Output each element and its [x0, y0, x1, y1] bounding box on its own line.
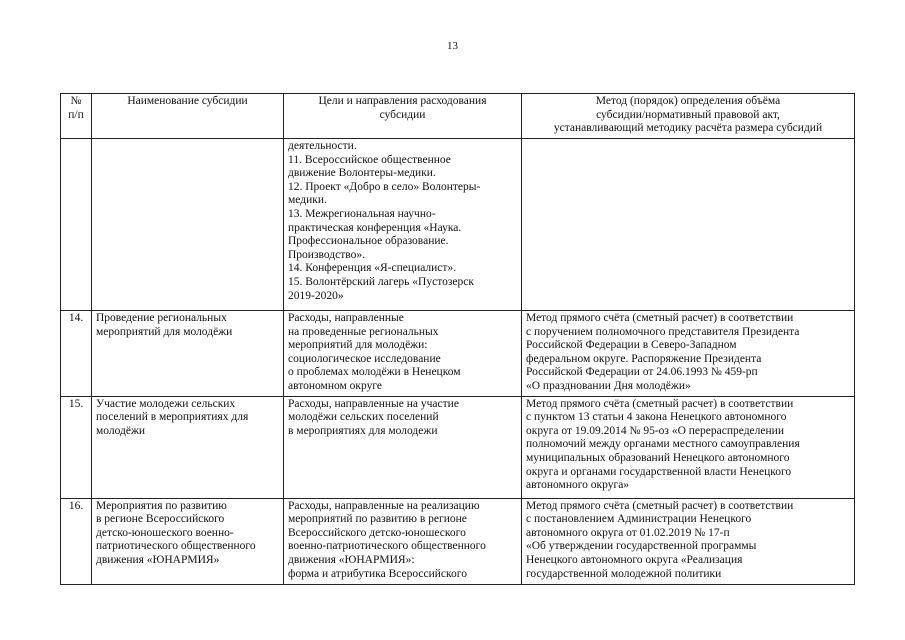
cell-text-line: практическая конференция «Наука.	[288, 221, 462, 234]
cell-text-line: п/п	[68, 108, 84, 121]
table-row	[61, 498, 855, 584]
cell-text-line: 11. Всероссийское общественное	[288, 153, 451, 166]
header-name	[92, 94, 284, 139]
cell-text-line: федеральном округе. Распоряжение Президента	[526, 352, 762, 365]
cell-text-line: медики.	[288, 194, 327, 207]
cell-text-line: автономном округе	[288, 379, 383, 392]
cell-text-line: мероприятий по развитию в регионе	[288, 513, 467, 526]
cell-method	[522, 311, 855, 397]
cell-text-line: с пунктом 13 статьи 4 закона Ненецкого автономного	[526, 411, 787, 424]
cell-text-line: государственной молодежной политики	[526, 567, 722, 580]
cell-text-line: Метод (порядок) определения объёма	[595, 95, 781, 107]
cell-text-line: Наименование субсидии	[127, 95, 248, 107]
cell-name	[92, 498, 284, 584]
cell-text-line: Метод прямого счёта (сметный расчет) в соответствии	[526, 397, 794, 410]
header-num	[61, 94, 92, 139]
cell-text-line: социологическое исследование	[288, 352, 441, 365]
cell-text-line: субсидии/нормативный правовой акт,	[596, 108, 780, 121]
cell-text-line: Российской Федерации от 24.06.1993 № 459-рп	[526, 366, 758, 379]
cell-method	[522, 498, 855, 584]
cell-text-line: Ненецкого автономного округа «Реализация	[526, 553, 743, 566]
cell-name	[92, 139, 284, 311]
cell-text-line: устанавливающий методику расчёта размера субсидий	[553, 122, 823, 135]
cell-text-line: №	[70, 95, 82, 107]
cell-text-line: Профессиональное образование.	[288, 235, 449, 248]
cell-text-line: Расходы, направленные на участие	[288, 397, 459, 410]
header-method	[522, 94, 855, 139]
cell-text-line: Метод прямого счёта (сметный расчет) в соответствии	[526, 499, 794, 512]
cell-name	[92, 311, 284, 397]
cell-num	[61, 498, 92, 584]
cell-text-line: округа и органами государственной власти Ненецкого	[526, 465, 792, 478]
cell-text-line: движения «ЮНАРМИЯ»:	[288, 553, 415, 566]
cell-goals	[284, 311, 522, 397]
cell-text-line: деятельности.	[288, 140, 357, 152]
cell-text-line: о проблемах молодёжи в Ненецком	[288, 366, 461, 379]
cell-text-line: «О праздновании Дня молодёжи»	[526, 379, 691, 392]
subsidy-table	[60, 93, 855, 585]
cell-text-line: 16.	[68, 499, 84, 512]
cell-text-line: Расходы, направленные на реализацию	[288, 499, 480, 512]
cell-text-line: Проведение региональных	[96, 312, 227, 324]
cell-text-line: «Об утверждении государственной программы	[526, 540, 757, 553]
cell-text-line: полномочий между органами местного самоуправления	[526, 438, 800, 451]
cell-text-line: с постановлением Администрации Ненецкого	[526, 513, 752, 526]
cell-text-line: 15.	[68, 397, 84, 410]
cell-text-line: с поручением полномочного представителя Президента	[526, 325, 800, 338]
cell-text-line: Цели и направления расходования	[318, 95, 487, 107]
cell-text-line: Производство».	[288, 248, 365, 261]
cell-text-line: 13. Межрегиональная научно-	[288, 207, 436, 220]
cell-text-line: мероприятий для молодёжи:	[288, 339, 428, 352]
cell-text-line: молодёжи	[96, 424, 146, 437]
cell-text-line: военно-патриотического общественного	[288, 540, 486, 553]
cell-text-line: 14.	[68, 312, 84, 324]
cell-text-line: движения «ЮНАРМИЯ»	[96, 553, 220, 566]
cell-num	[61, 139, 92, 311]
cell-text-line: форма и атрибутика Всероссийского	[288, 567, 467, 580]
header-goals	[284, 94, 522, 139]
table-header-row	[61, 94, 855, 139]
cell-name	[92, 396, 284, 498]
cell-text-line: поселений в мероприятиях для	[96, 411, 249, 424]
cell-text-line: Участие молодежи сельских	[96, 397, 236, 410]
cell-text-line: детско-юношеского военно-	[96, 526, 234, 539]
cell-goals	[284, 498, 522, 584]
cell-text-line: округа от 19.09.2014 № 95-оз «О перераспределении	[526, 424, 784, 437]
cell-text-line: 2019-2020»	[288, 289, 344, 302]
cell-text-line: субсидии	[379, 108, 426, 121]
cell-goals	[284, 139, 522, 311]
cell-text-line: муниципальных образований Ненецкого автономного	[526, 451, 790, 464]
cell-method	[522, 396, 855, 498]
cell-num	[61, 311, 92, 397]
cell-text-line: Всероссийского детско-юношеского	[288, 526, 466, 539]
cell-goals	[284, 396, 522, 498]
table-row	[61, 311, 855, 397]
cell-text-line: в регионе Всероссийского	[96, 513, 225, 526]
cell-text-line: 12. Проект «Добро в село» Волонтеры-	[288, 180, 481, 193]
cell-method	[522, 139, 855, 311]
cell-text-line: 15. Волонтёрский лагерь «Пустозерск	[288, 275, 474, 288]
cell-text-line: молодёжи сельских поселений	[288, 411, 439, 424]
cell-text-line: автономного округа»	[526, 479, 630, 492]
cell-text-line: в мероприятиях для молодежи	[288, 424, 438, 437]
cell-text-line: Расходы, направленные	[288, 312, 404, 324]
cell-text-line: Российской Федерации в Северо-Западном	[526, 339, 737, 352]
table-row	[61, 139, 855, 311]
page-number: 13	[447, 40, 458, 52]
cell-text-line: патриотического общественного	[96, 540, 256, 553]
cell-text-line: автономного округа от 01.02.2019 № 17-п	[526, 526, 730, 539]
cell-num	[61, 396, 92, 498]
cell-text-line: на проведенные региональных	[288, 325, 439, 338]
cell-text-line: 14. Конференция «Я-специалист».	[288, 262, 457, 275]
cell-text-line: Мероприятия по развитию	[96, 499, 227, 512]
table-row	[61, 396, 855, 498]
cell-text-line: движение Волонтеры-медики.	[288, 167, 436, 180]
cell-text-line: Метод прямого счёта (сметный расчет) в соответствии	[526, 312, 794, 324]
cell-text-line: мероприятий для молодёжи	[96, 325, 233, 338]
